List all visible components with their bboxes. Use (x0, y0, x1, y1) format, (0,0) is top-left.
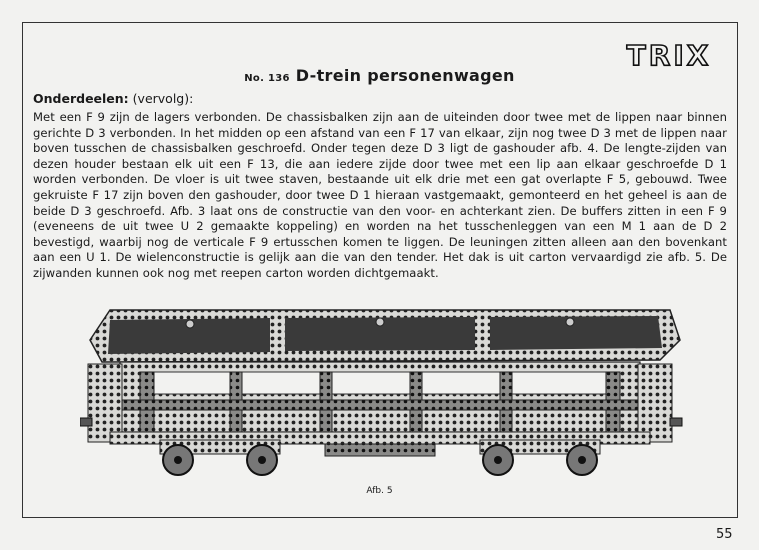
model-number: No. 136 (244, 73, 290, 84)
window-band (140, 372, 620, 394)
page-title (0, 66, 759, 85)
passenger-car-illustration (80, 300, 690, 480)
svg-text:TRIX: TRIX (626, 40, 712, 70)
page-number: 55 (716, 527, 733, 542)
end-platform-left (88, 364, 122, 442)
end-platform-right (638, 364, 672, 442)
buffer-left (80, 418, 92, 426)
section-label: Onderdeelen: (33, 91, 129, 106)
instruction-paragraph: Met een F 9 zijn de lagers verbonden. De chassisbalken zijn aan de uiteinden door twee met de lippen naar binnen gerichte D 3 verbonden. In het midden op een afstand van een F 17 van elkaar, zijn nog twee D 3 met de lippen naar boven tusschen de chassisbalken geschroefd. Onder tegen deze D 3 ligt de gashouder afb. 4. De lengte-zijden van dezen houder bestaan elk uit een F 13, die aan iedere zijde door twee met een lip aan elkaar geschroefde D 1 worden verbonden. De vloer is uit twee staven, bestaande uit elk drie met een gat overlapte F 5, gebouwd. Twee gekruiste F 17 zijn boven den gashouder, door twee D 1 hieraan vastgemaakt, gemonteerd en het geheel is aan de beide D 3 geschroefd. Afb. 3 laat ons de constructie van den voor- en achterkant zien. De buffers zitten in een F 9 (eveneens de uit twee U 2 gemaakte koppeling) en worden na het tusschenleggen van een M 1 aan de D 2 bevestigd, waarbij nog de verticale F 9 ertusschen komen te liggen. De leuningen zitten alleen aan den bovenkant aan een U 1. De wielenconstructie is gelijk aan die van den tender. Het dak is uit carton vervaardigd zie afb. 5. De zijwanden kunnen ook nog met reepen carton worden dichtgemaakt. (33, 110, 727, 280)
section-note: (vervolg): (132, 91, 194, 106)
gas-holder (325, 444, 435, 456)
figure-caption: Afb. 5 (366, 486, 393, 496)
model-title: D-trein personenwagen (295, 66, 515, 85)
bogie-right (480, 440, 600, 475)
section-heading (33, 91, 193, 106)
buffer-right (670, 418, 682, 426)
bogie-left (160, 440, 280, 475)
roof-panel-right (490, 316, 662, 350)
